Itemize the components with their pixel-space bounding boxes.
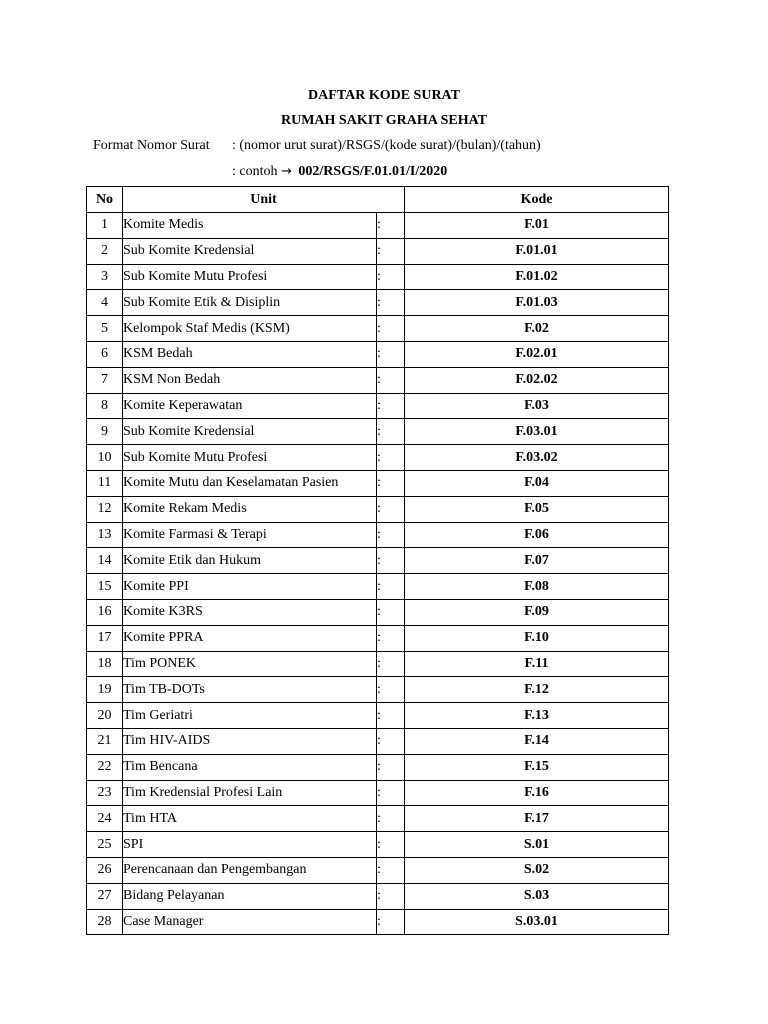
row-separator: :	[377, 599, 405, 625]
table-row	[87, 367, 669, 393]
row-unit: Komite PPRA	[123, 625, 377, 651]
row-separator: :	[377, 677, 405, 703]
row-separator: :	[377, 780, 405, 806]
row-separator: :	[377, 522, 405, 548]
table-row	[87, 213, 669, 239]
row-code: S.01	[405, 832, 669, 858]
row-unit: Tim TB-DOTs	[123, 677, 377, 703]
row-unit: Sub Komite Kredensial	[123, 419, 377, 445]
row-number: 3	[87, 264, 123, 290]
row-unit: Tim Bencana	[123, 754, 377, 780]
row-number: 11	[87, 470, 123, 496]
row-unit: Sub Komite Etik & Disiplin	[123, 290, 377, 316]
table-row	[87, 703, 669, 729]
row-separator: :	[377, 290, 405, 316]
row-unit: Komite Farmasi & Terapi	[123, 522, 377, 548]
row-number: 2	[87, 238, 123, 264]
row-code: F.12	[405, 677, 669, 703]
table-row	[87, 883, 669, 909]
row-separator: :	[377, 367, 405, 393]
table-row	[87, 264, 669, 290]
row-code: F.07	[405, 548, 669, 574]
table-row	[87, 754, 669, 780]
row-separator: :	[377, 703, 405, 729]
row-number: 13	[87, 522, 123, 548]
row-separator: :	[377, 574, 405, 600]
row-separator: :	[377, 238, 405, 264]
row-code: F.10	[405, 625, 669, 651]
table-row	[87, 522, 669, 548]
row-number: 5	[87, 316, 123, 342]
row-unit: KSM Bedah	[123, 341, 377, 367]
row-unit: Komite Rekam Medis	[123, 496, 377, 522]
table-row	[87, 548, 669, 574]
row-unit: SPI	[123, 832, 377, 858]
table-row	[87, 677, 669, 703]
row-unit: Komite Keperawatan	[123, 393, 377, 419]
row-number: 26	[87, 857, 123, 883]
row-separator: :	[377, 832, 405, 858]
row-code: S.03	[405, 883, 669, 909]
row-unit: Sub Komite Mutu Profesi	[123, 445, 377, 471]
row-unit: Case Manager	[123, 909, 377, 935]
table-row	[87, 780, 669, 806]
row-code: F.01	[405, 213, 669, 239]
table-row	[87, 290, 669, 316]
row-number: 1	[87, 213, 123, 239]
row-code: F.03.01	[405, 419, 669, 445]
row-unit: Perencanaan dan Pengembangan	[123, 857, 377, 883]
row-number: 7	[87, 367, 123, 393]
row-unit: Kelompok Staf Medis (KSM)	[123, 316, 377, 342]
example-code: 002/RSGS/F.01.01/I/2020	[298, 164, 448, 179]
table-body	[87, 213, 669, 935]
row-unit: KSM Non Bedah	[123, 367, 377, 393]
row-number: 16	[87, 599, 123, 625]
row-unit: Komite K3RS	[123, 599, 377, 625]
row-code: F.02.02	[405, 367, 669, 393]
table-row	[87, 496, 669, 522]
column-header-unit: Unit	[123, 187, 405, 213]
row-code: F.15	[405, 754, 669, 780]
example-prefix: : contoh	[232, 164, 278, 179]
row-code: F.03.02	[405, 445, 669, 471]
table-row	[87, 857, 669, 883]
column-header-no: No	[87, 187, 123, 213]
row-code: F.08	[405, 574, 669, 600]
row-separator: :	[377, 548, 405, 574]
row-separator: :	[377, 496, 405, 522]
row-unit: Komite Etik dan Hukum	[123, 548, 377, 574]
row-unit: Sub Komite Mutu Profesi	[123, 264, 377, 290]
row-code: F.13	[405, 703, 669, 729]
column-header-kode: Kode	[405, 187, 669, 213]
row-number: 19	[87, 677, 123, 703]
row-number: 9	[87, 419, 123, 445]
table-row	[87, 574, 669, 600]
table-row	[87, 832, 669, 858]
row-code: F.16	[405, 780, 669, 806]
row-code: F.11	[405, 651, 669, 677]
row-separator: :	[377, 445, 405, 471]
example-line	[232, 163, 447, 181]
row-number: 27	[87, 883, 123, 909]
row-separator: :	[377, 264, 405, 290]
row-code: F.01.03	[405, 290, 669, 316]
row-number: 17	[87, 625, 123, 651]
row-separator: :	[377, 625, 405, 651]
row-number: 12	[87, 496, 123, 522]
row-code: S.03.01	[405, 909, 669, 935]
row-unit: Tim HIV-AIDS	[123, 728, 377, 754]
table-row	[87, 909, 669, 935]
row-unit: Bidang Pelayanan	[123, 883, 377, 909]
row-separator: :	[377, 393, 405, 419]
table-row	[87, 806, 669, 832]
row-number: 20	[87, 703, 123, 729]
row-number: 10	[87, 445, 123, 471]
row-code: F.01.02	[405, 264, 669, 290]
row-separator: :	[377, 470, 405, 496]
row-separator: :	[377, 419, 405, 445]
arrow-right-icon: →	[281, 164, 292, 179]
row-unit: Tim Geriatri	[123, 703, 377, 729]
row-number: 6	[87, 341, 123, 367]
row-number: 25	[87, 832, 123, 858]
row-code: F.03	[405, 393, 669, 419]
format-value: : (nomor urut surat)/RSGS/(kode surat)/(bulan)/(tahun)	[232, 138, 541, 153]
row-separator: :	[377, 857, 405, 883]
row-number: 23	[87, 780, 123, 806]
row-code: F.04	[405, 470, 669, 496]
table-row	[87, 728, 669, 754]
table-header-row	[87, 187, 669, 213]
row-separator: :	[377, 316, 405, 342]
row-number: 14	[87, 548, 123, 574]
row-code: S.02	[405, 857, 669, 883]
table-row	[87, 393, 669, 419]
row-separator: :	[377, 806, 405, 832]
row-code: F.14	[405, 728, 669, 754]
row-unit: Komite Mutu dan Keselamatan Pasien	[123, 470, 377, 496]
table-row	[87, 651, 669, 677]
row-unit: Tim PONEK	[123, 651, 377, 677]
row-code: F.09	[405, 599, 669, 625]
row-separator: :	[377, 883, 405, 909]
row-unit: Sub Komite Kredensial	[123, 238, 377, 264]
row-code: F.02	[405, 316, 669, 342]
row-number: 18	[87, 651, 123, 677]
table-row	[87, 316, 669, 342]
row-code: F.06	[405, 522, 669, 548]
row-code: F.02.01	[405, 341, 669, 367]
row-code: F.01.01	[405, 238, 669, 264]
document-title: DAFTAR KODE SURAT	[308, 88, 460, 103]
table-row	[87, 470, 669, 496]
row-separator: :	[377, 754, 405, 780]
format-label: Format Nomor Surat	[93, 138, 210, 153]
row-number: 8	[87, 393, 123, 419]
row-unit: Tim HTA	[123, 806, 377, 832]
row-code: F.05	[405, 496, 669, 522]
row-separator: :	[377, 909, 405, 935]
row-unit: Komite PPI	[123, 574, 377, 600]
table-row	[87, 625, 669, 651]
row-unit: Komite Medis	[123, 213, 377, 239]
table-row	[87, 599, 669, 625]
row-number: 15	[87, 574, 123, 600]
row-number: 21	[87, 728, 123, 754]
table-row	[87, 238, 669, 264]
row-unit: Tim Kredensial Profesi Lain	[123, 780, 377, 806]
table-row	[87, 445, 669, 471]
row-separator: :	[377, 728, 405, 754]
letter-code-table	[86, 186, 669, 935]
row-number: 22	[87, 754, 123, 780]
document-subtitle: RUMAH SAKIT GRAHA SEHAT	[280, 113, 487, 128]
row-number: 4	[87, 290, 123, 316]
row-separator: :	[377, 651, 405, 677]
table-row	[87, 341, 669, 367]
row-separator: :	[377, 213, 405, 239]
table-row	[87, 419, 669, 445]
row-separator: :	[377, 341, 405, 367]
row-number: 24	[87, 806, 123, 832]
row-code: F.17	[405, 806, 669, 832]
row-number: 28	[87, 909, 123, 935]
